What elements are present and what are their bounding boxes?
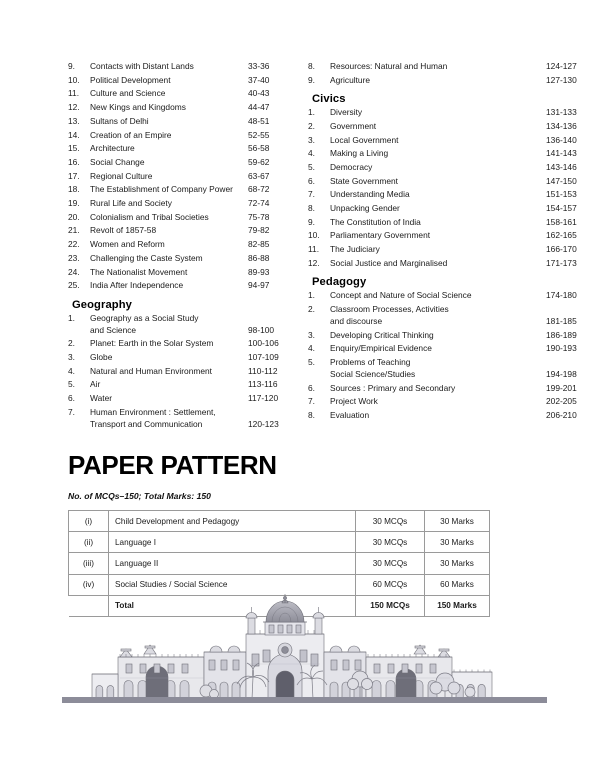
toc-entry-title: India After Independence <box>90 280 184 291</box>
toc-entry-pages: 63-67 <box>248 170 270 181</box>
toc-entry-number: 4. <box>308 148 315 159</box>
toc-entry-pages: 124-127 <box>546 61 577 71</box>
toc-entry[interactable] <box>308 411 592 419</box>
toc-entry-number: 8. <box>308 61 315 71</box>
toc-entry-pages: 86-88 <box>248 252 270 263</box>
toc-entry[interactable] <box>308 231 592 239</box>
toc-entry[interactable] <box>308 245 592 253</box>
toc-entry-pages: 202-205 <box>546 396 577 407</box>
toc-entry-pages: 44-47 <box>248 102 270 113</box>
toc-entry-pages: 48-51 <box>248 115 270 126</box>
toc-entry-pages: 82-85 <box>248 239 270 250</box>
toc-entry-number: 22. <box>68 239 80 250</box>
toc-entry-number: 11. <box>308 244 320 255</box>
toc-entry-pages: 186-189 <box>546 329 577 340</box>
row-marks: 30 Marks <box>425 553 490 574</box>
toc-entry-pages: 40-43 <box>248 88 270 99</box>
toc-entry-title: Sources : Primary and Secondary <box>330 382 456 393</box>
toc-entry-number: 6. <box>308 175 315 186</box>
toc-entry-number: 7. <box>308 189 315 200</box>
toc-entry-number: 7. <box>308 396 315 407</box>
toc-entry-number: 9. <box>68 61 75 71</box>
toc-entry-title: Understanding Media <box>330 189 410 200</box>
toc-entry[interactable] <box>308 218 592 226</box>
toc-entry[interactable] <box>308 259 592 267</box>
toc-entry-number: 8. <box>308 409 315 420</box>
toc-entry[interactable] <box>308 358 592 378</box>
toc-entry-title: Globe <box>90 351 113 362</box>
toc-entry-number: 25. <box>68 280 80 291</box>
table-row <box>69 511 490 532</box>
toc-entry-pages: 181-185 <box>546 315 577 326</box>
toc-entry[interactable] <box>68 172 292 180</box>
paper-pattern-subtitle: No. of MCQs–150; Total Marks: 150 <box>68 491 211 501</box>
toc-entry-title: Natural and Human Environment <box>90 365 212 376</box>
toc-entry-pages: 151-153 <box>546 189 577 200</box>
toc-entry-title: Political Development <box>90 74 171 85</box>
row-marks: 30 Marks <box>425 511 490 532</box>
toc-entry[interactable] <box>68 185 292 193</box>
toc-entry-number: 12. <box>308 257 320 268</box>
toc-entry-title: Social Justice and Marginalised <box>330 257 448 268</box>
toc-entry-pages: 141-143 <box>546 148 577 159</box>
toc-entry-title: Challenging the Caste System <box>90 252 203 263</box>
toc-section-heading: Geography <box>72 298 132 311</box>
toc-entry[interactable] <box>308 291 592 299</box>
toc-entry[interactable] <box>68 199 292 207</box>
toc-entry[interactable] <box>308 62 592 70</box>
toc-entry[interactable] <box>308 397 592 405</box>
toc-section-heading: Civics <box>312 93 346 106</box>
table-row <box>69 574 490 595</box>
toc-entry-number: 4. <box>308 343 315 354</box>
toc-section-heading: Pedagogy <box>312 276 367 289</box>
toc-entry-pages: 37-40 <box>248 74 270 85</box>
toc-entry-number: 2. <box>308 120 315 131</box>
toc-entry-title: The Judiciary <box>330 244 380 255</box>
toc-entry-title: Contacts with Distant Lands <box>90 61 194 71</box>
paper-pattern-title: PAPER PATTERN <box>68 450 277 480</box>
toc-entry-number: 5. <box>68 379 75 390</box>
toc-entry-title: New Kings and Kingdoms <box>90 102 186 113</box>
toc-entry-title: Colonialism and Tribal Societies <box>90 211 209 222</box>
toc-entry-number: 16. <box>68 156 80 167</box>
toc-entry-pages: 166-170 <box>546 244 577 255</box>
toc-entry-number: 3. <box>308 329 315 340</box>
row-roman-numeral: (iv) <box>69 574 109 595</box>
toc-entry-pages: 199-201 <box>546 382 577 393</box>
row-mcq-count: 150 MCQs <box>356 595 425 616</box>
toc-entry-title-line2: and Science <box>90 324 137 335</box>
toc-entry-title: Developing Critical Thinking <box>330 329 434 340</box>
toc-entry[interactable] <box>68 408 292 428</box>
toc-entry-pages: 158-161 <box>546 216 577 227</box>
toc-entry-pages: 68-72 <box>248 184 270 195</box>
toc-entry[interactable] <box>308 190 592 198</box>
toc-entry-title: Regional Culture <box>90 170 153 181</box>
toc-entry-title: Water <box>90 393 113 404</box>
toc-entry[interactable] <box>68 281 292 289</box>
toc-entry[interactable] <box>68 76 292 84</box>
toc-entry[interactable] <box>308 76 592 84</box>
toc-entry-pages: 79-82 <box>248 225 270 236</box>
toc-entry-number: 17. <box>68 170 80 181</box>
toc-entry-number: 24. <box>68 266 80 277</box>
toc-entry-number: 23. <box>68 252 80 263</box>
toc-entry-pages: 190-193 <box>546 343 577 354</box>
toc-entry-number: 21. <box>68 225 80 236</box>
toc-entry[interactable] <box>308 108 592 116</box>
row-subject: Language I <box>109 532 356 553</box>
toc-entry-title: Architecture <box>90 143 135 154</box>
paper-pattern-section <box>68 452 528 617</box>
toc-entry[interactable] <box>68 353 292 361</box>
toc-entry[interactable] <box>308 136 592 144</box>
toc-entry-title: Project Work <box>330 396 378 407</box>
toc-entry-pages: 117-120 <box>248 393 279 404</box>
row-marks: 150 Marks <box>425 595 490 616</box>
toc-entry-number: 7. <box>68 406 75 417</box>
toc-entry-pages: 52-55 <box>248 129 270 140</box>
toc-entry-number: 8. <box>308 203 315 214</box>
toc-entry-title: Geography as a Social Study and Science <box>90 314 248 334</box>
toc-entry[interactable] <box>308 344 592 352</box>
toc-entry[interactable] <box>68 89 292 97</box>
toc-entry[interactable] <box>68 213 292 221</box>
toc-entry-number: 3. <box>68 351 75 362</box>
toc-entry-title: Air <box>90 379 101 390</box>
toc-entry-pages: 162-165 <box>546 230 577 241</box>
toc-entry-number: 11. <box>68 88 80 99</box>
toc-entry-title: Diversity <box>330 107 363 118</box>
toc-entry-number: 6. <box>308 382 315 393</box>
toc-entry[interactable] <box>68 254 292 262</box>
toc-entry-number: 1. <box>308 107 315 118</box>
toc-entry-pages: 94-97 <box>248 280 270 291</box>
toc-entry[interactable] <box>308 149 592 157</box>
toc-entry[interactable] <box>68 103 292 111</box>
toc-entry-title: Concept and Nature of Social Science <box>330 290 472 301</box>
toc-entry-title: Rural Life and Society <box>90 198 172 209</box>
toc-entry-number: 12. <box>68 102 80 113</box>
toc-entry-pages: 100-106 <box>248 338 279 349</box>
toc-entry[interactable] <box>68 339 292 347</box>
toc-entry-title: Democracy <box>330 161 373 172</box>
table-row <box>69 532 490 553</box>
toc-entry-number: 9. <box>308 74 315 85</box>
toc-entry[interactable] <box>68 314 292 334</box>
toc-entry-number: 20. <box>68 211 80 222</box>
toc-entry-number: 15. <box>68 143 80 154</box>
toc-entry-pages: 171-173 <box>546 257 577 268</box>
toc-entry[interactable] <box>68 240 292 248</box>
toc-entry-number: 5. <box>308 161 315 172</box>
toc-entry-pages: 33-36 <box>248 61 270 71</box>
row-mcq-count: 30 MCQs <box>356 511 425 532</box>
toc-entry[interactable] <box>68 380 292 388</box>
table-row <box>69 553 490 574</box>
toc-entry-pages: 72-74 <box>248 198 270 209</box>
toc-entry-number: 10. <box>68 74 80 85</box>
toc-entry-pages: 131-133 <box>546 107 577 118</box>
toc-entry-title: Women and Reform <box>90 239 165 250</box>
toc-entry-title-line2: Transport and Communication <box>90 418 203 429</box>
toc-entry-title: The Nationalist Movement <box>90 266 188 277</box>
toc-entry-pages: 120-123 <box>248 418 279 429</box>
row-marks: 60 Marks <box>425 574 490 595</box>
toc-entry-number: 14. <box>68 129 80 140</box>
toc-entry[interactable] <box>68 62 292 70</box>
row-roman-numeral: (i) <box>69 511 109 532</box>
toc-entry[interactable] <box>308 305 592 325</box>
toc-entry-title: Culture and Science <box>90 88 166 99</box>
toc-entry[interactable] <box>308 177 592 185</box>
toc-entry[interactable] <box>68 226 292 234</box>
toc-entry-pages: 59-62 <box>248 156 270 167</box>
toc-entry-title: Classroom Processes, Activities and discourse <box>330 305 546 325</box>
toc-entry-title: Local Government <box>330 134 399 145</box>
toc-entry[interactable] <box>68 394 292 402</box>
toc-entry[interactable] <box>68 117 292 125</box>
toc-entry-number: 1. <box>308 290 315 301</box>
toc-entry[interactable] <box>308 163 592 171</box>
toc-entry-pages: 110-112 <box>248 365 278 376</box>
toc-entry-title: Making a Living <box>330 148 389 159</box>
toc-entry[interactable] <box>68 367 292 375</box>
toc-entry-title: Social Change <box>90 156 145 167</box>
toc-entry-title: The Constitution of India <box>330 216 421 227</box>
toc-entry-pages: 154-157 <box>546 203 577 214</box>
toc-entry[interactable] <box>308 384 592 392</box>
toc-entry-title: Evaluation <box>330 409 370 420</box>
toc-entry-pages: 194-198 <box>546 368 577 379</box>
toc-entry-title: Parliamentary Government <box>330 230 431 241</box>
row-subject: Total <box>109 595 356 616</box>
toc-entry-pages: 98-100 <box>248 324 275 335</box>
toc-entry[interactable] <box>308 331 592 339</box>
toc-left-column <box>0 0 300 440</box>
toc-entry-number: 1. <box>68 312 75 323</box>
toc-entry-number: 6. <box>68 393 75 404</box>
toc-entry[interactable] <box>68 144 292 152</box>
toc-entry-pages: 134-136 <box>546 120 577 131</box>
toc-entry-title: Agriculture <box>330 74 371 85</box>
toc-entry-title: State Government <box>330 175 398 186</box>
toc-entry-number: 5. <box>308 356 315 367</box>
toc-entry[interactable] <box>68 268 292 276</box>
toc-entry-number: 13. <box>68 115 80 126</box>
palace-drawing-svg <box>0 594 600 706</box>
toc-entry-number: 3. <box>308 134 315 145</box>
toc-entry-pages: 89-93 <box>248 266 270 277</box>
toc-entry-pages: 113-116 <box>248 379 278 390</box>
toc-entry-number: 2. <box>68 338 75 349</box>
toc-entry-pages: 143-146 <box>546 161 577 172</box>
toc-entry-title: Unpacking Gender <box>330 203 400 214</box>
toc-right-column <box>300 0 600 440</box>
toc-entry-pages: 147-150 <box>546 175 577 186</box>
row-subject: Social Studies / Social Science <box>109 574 356 595</box>
toc-entry-number: 10. <box>308 230 320 241</box>
toc-entry-title-line2: Social Science/Studies <box>330 368 416 379</box>
toc-entry-title: Problems of Teaching Social Science/Studies <box>330 358 546 378</box>
toc-entry[interactable] <box>68 131 292 139</box>
toc-entry-title-line2: and discourse <box>330 315 383 326</box>
row-marks: 30 Marks <box>425 532 490 553</box>
toc-entry-number: 19. <box>68 198 80 209</box>
toc-entry-title: Enquiry/Empirical Evidence <box>330 343 432 354</box>
toc-entry-title: Human Environment : Settlement, Transport and Communication <box>90 408 248 428</box>
toc-entry-title: Resources: Natural and Human <box>330 61 448 71</box>
toc-entry-number: 9. <box>308 216 315 227</box>
toc-entry-pages: 136-140 <box>546 134 577 145</box>
illustration-ground-bar <box>62 697 547 703</box>
row-mcq-count: 30 MCQs <box>356 553 425 574</box>
toc-entry-pages: 107-109 <box>248 351 279 362</box>
toc-entry[interactable] <box>68 158 292 166</box>
toc-entry-pages: 56-58 <box>248 143 270 154</box>
row-roman-numeral: (iii) <box>69 553 109 574</box>
toc-entry-pages: 75-78 <box>248 211 270 222</box>
row-subject: Language II <box>109 553 356 574</box>
row-roman-numeral: (ii) <box>69 532 109 553</box>
toc-entry[interactable] <box>308 122 592 130</box>
toc-entry-number: 4. <box>68 365 75 376</box>
toc-entry-title: Government <box>330 120 377 131</box>
heritage-palace-illustration <box>0 594 600 706</box>
toc-entry-title: Sultans of Delhi <box>90 115 149 126</box>
toc-entry-number: 18. <box>68 184 80 195</box>
toc-entry-title: The Establishment of Company Power <box>90 184 233 195</box>
toc-entry-pages: 127-130 <box>546 74 577 85</box>
row-subject: Child Development and Pedagogy <box>109 511 356 532</box>
toc-entry-number: 2. <box>308 303 315 314</box>
toc-entry-title: Planet: Earth in the Solar System <box>90 338 214 349</box>
toc-entry-pages: 206-210 <box>546 409 577 420</box>
toc-entry-pages: 174-180 <box>546 290 577 301</box>
toc-entry[interactable] <box>308 204 592 212</box>
row-mcq-count: 60 MCQs <box>356 574 425 595</box>
toc-entry-title: Revolt of 1857-58 <box>90 225 157 236</box>
row-mcq-count: 30 MCQs <box>356 532 425 553</box>
toc-entry-title: Creation of an Empire <box>90 129 172 140</box>
